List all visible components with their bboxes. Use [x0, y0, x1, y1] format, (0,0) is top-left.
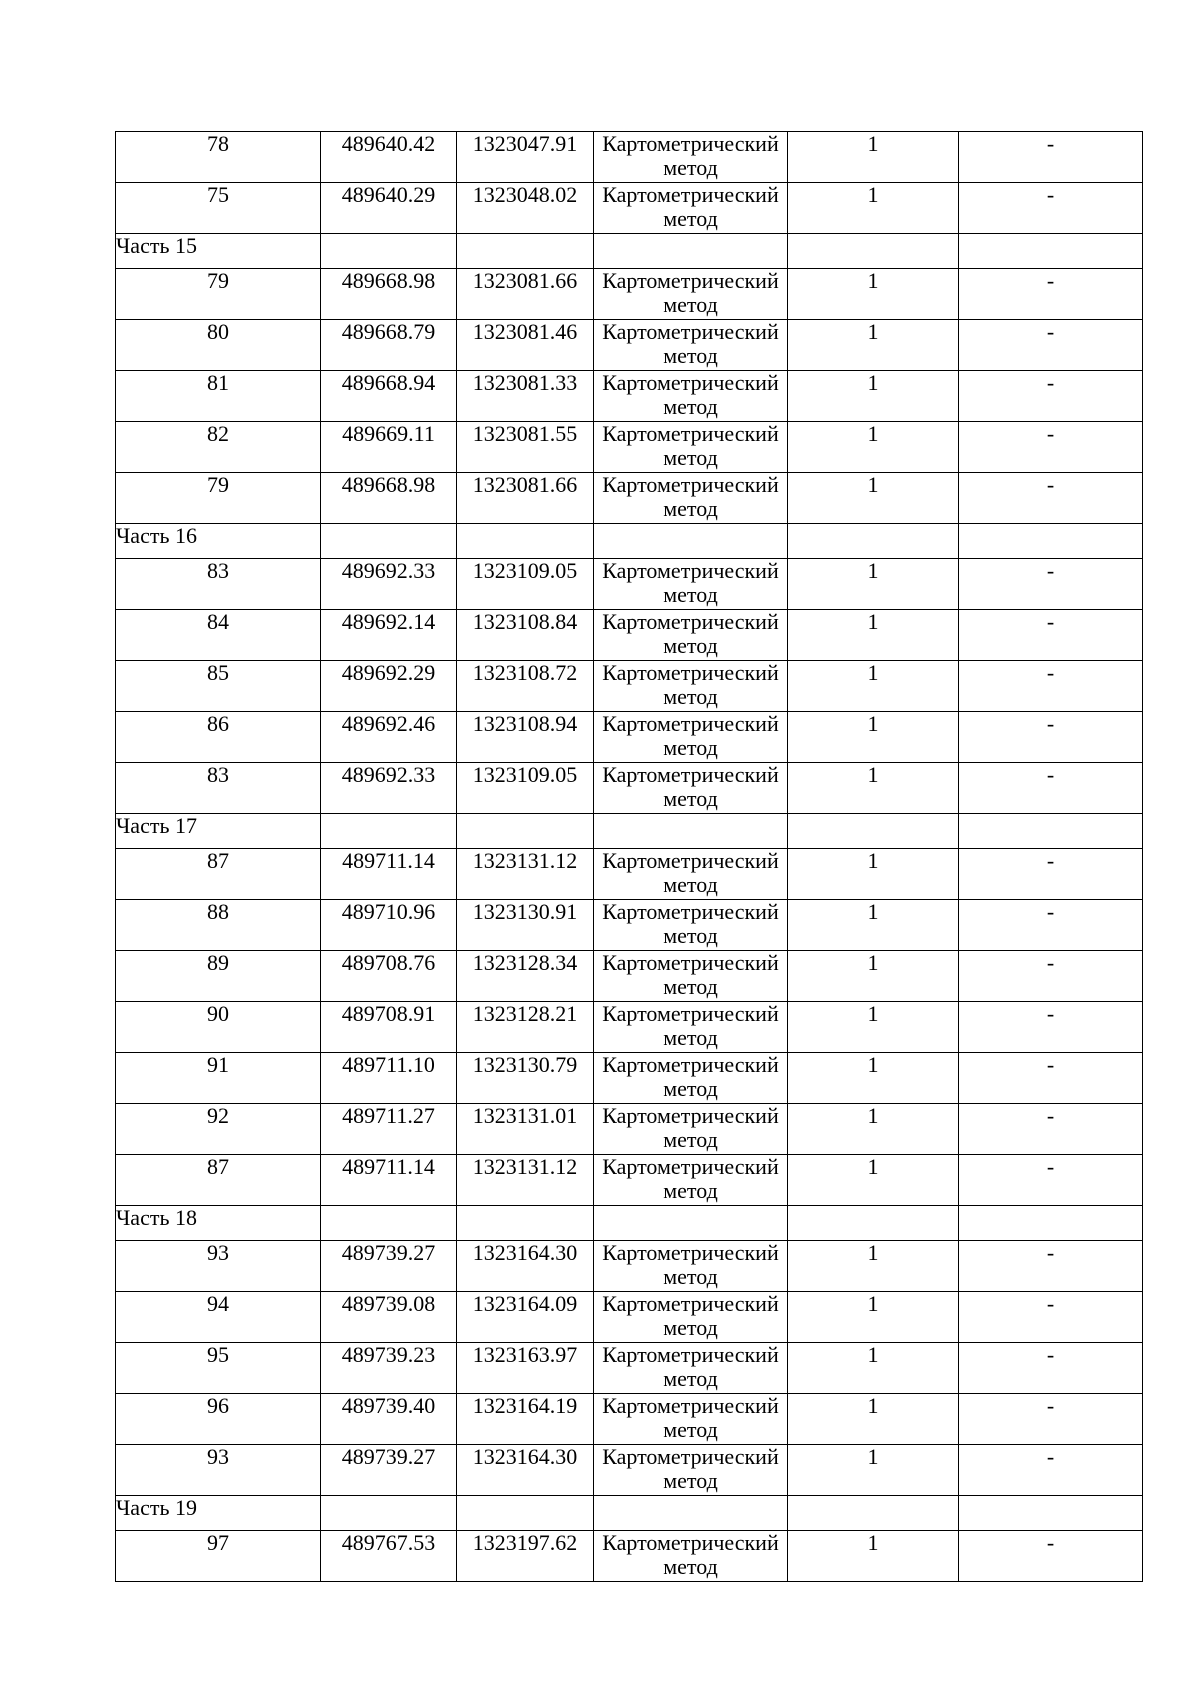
point-number: 82	[116, 422, 321, 473]
point-number: 92	[116, 1104, 321, 1155]
part-label: Часть 19	[116, 1496, 321, 1531]
table-row	[116, 1292, 1143, 1343]
method-line-1: Картометрический	[602, 472, 779, 497]
table-row	[116, 712, 1143, 763]
accuracy-value: 1	[788, 559, 959, 610]
table-row	[116, 849, 1143, 900]
empty-cell	[594, 524, 788, 559]
y-coordinate: 1323128.21	[457, 1002, 594, 1053]
description-value: -	[959, 1241, 1143, 1292]
method-line-2: метод	[663, 1417, 718, 1442]
x-coordinate: 489711.27	[321, 1104, 457, 1155]
y-coordinate: 1323197.62	[457, 1531, 594, 1582]
description-value: -	[959, 371, 1143, 422]
part-header-row	[116, 814, 1143, 849]
empty-cell	[959, 524, 1143, 559]
accuracy-value: 1	[788, 1002, 959, 1053]
empty-cell	[788, 524, 959, 559]
point-number: 83	[116, 763, 321, 814]
method-line-1: Картометрический	[602, 558, 779, 583]
method-line-1: Картометрический	[602, 1240, 779, 1265]
method-line-1: Картометрический	[602, 1291, 779, 1316]
y-coordinate: 1323081.33	[457, 371, 594, 422]
method-cell	[594, 1394, 788, 1445]
table-row	[116, 1104, 1143, 1155]
point-number: 79	[116, 269, 321, 320]
empty-cell	[959, 1496, 1143, 1531]
point-number: 96	[116, 1394, 321, 1445]
x-coordinate: 489668.79	[321, 320, 457, 371]
accuracy-value: 1	[788, 473, 959, 524]
accuracy-value: 1	[788, 1155, 959, 1206]
method-line-2: метод	[663, 1076, 718, 1101]
point-number: 86	[116, 712, 321, 763]
method-line-2: метод	[663, 786, 718, 811]
part-label: Часть 15	[116, 234, 321, 269]
y-coordinate: 1323131.12	[457, 1155, 594, 1206]
description-value: -	[959, 269, 1143, 320]
description-value: -	[959, 1104, 1143, 1155]
method-cell	[594, 320, 788, 371]
x-coordinate: 489668.94	[321, 371, 457, 422]
method-cell	[594, 559, 788, 610]
table-row	[116, 1394, 1143, 1445]
method-cell	[594, 763, 788, 814]
method-cell	[594, 1445, 788, 1496]
point-number: 87	[116, 1155, 321, 1206]
accuracy-value: 1	[788, 1531, 959, 1582]
x-coordinate: 489692.46	[321, 712, 457, 763]
table-row	[116, 661, 1143, 712]
point-number: 84	[116, 610, 321, 661]
y-coordinate: 1323108.94	[457, 712, 594, 763]
method-line-2: метод	[663, 394, 718, 419]
part-header-row	[116, 1496, 1143, 1531]
y-coordinate: 1323131.01	[457, 1104, 594, 1155]
description-value: -	[959, 661, 1143, 712]
table-row	[116, 269, 1143, 320]
accuracy-value: 1	[788, 1053, 959, 1104]
point-number: 97	[116, 1531, 321, 1582]
point-number: 90	[116, 1002, 321, 1053]
description-value: -	[959, 1531, 1143, 1582]
point-number: 95	[116, 1343, 321, 1394]
y-coordinate: 1323047.91	[457, 132, 594, 183]
y-coordinate: 1323081.66	[457, 269, 594, 320]
empty-cell	[321, 524, 457, 559]
y-coordinate: 1323163.97	[457, 1343, 594, 1394]
table-row	[116, 1445, 1143, 1496]
method-line-2: метод	[663, 343, 718, 368]
empty-cell	[594, 234, 788, 269]
table-row	[116, 1343, 1143, 1394]
accuracy-value: 1	[788, 763, 959, 814]
y-coordinate: 1323081.46	[457, 320, 594, 371]
empty-cell	[788, 1206, 959, 1241]
x-coordinate: 489668.98	[321, 473, 457, 524]
accuracy-value: 1	[788, 900, 959, 951]
method-line-2: метод	[663, 923, 718, 948]
description-value: -	[959, 132, 1143, 183]
table-row	[116, 559, 1143, 610]
empty-cell	[321, 1496, 457, 1531]
x-coordinate: 489692.14	[321, 610, 457, 661]
description-value: -	[959, 1053, 1143, 1104]
method-line-1: Картометрический	[602, 268, 779, 293]
part-label: Часть 18	[116, 1206, 321, 1241]
method-line-2: метод	[663, 633, 718, 658]
method-cell	[594, 473, 788, 524]
empty-cell	[788, 814, 959, 849]
x-coordinate: 489739.27	[321, 1241, 457, 1292]
x-coordinate: 489692.33	[321, 559, 457, 610]
description-value: -	[959, 320, 1143, 371]
table-row	[116, 320, 1143, 371]
method-line-1: Картометрический	[602, 609, 779, 634]
method-line-1: Картометрический	[602, 1154, 779, 1179]
table-row	[116, 1241, 1143, 1292]
method-cell	[594, 269, 788, 320]
method-cell	[594, 661, 788, 712]
y-coordinate: 1323164.30	[457, 1445, 594, 1496]
table-row	[116, 1053, 1143, 1104]
coordinates-table	[115, 131, 1143, 1582]
point-number: 91	[116, 1053, 321, 1104]
method-line-1: Картометрический	[602, 1052, 779, 1077]
y-coordinate: 1323048.02	[457, 183, 594, 234]
x-coordinate: 489739.40	[321, 1394, 457, 1445]
x-coordinate: 489739.27	[321, 1445, 457, 1496]
accuracy-value: 1	[788, 1104, 959, 1155]
table-row	[116, 1531, 1143, 1582]
y-coordinate: 1323108.72	[457, 661, 594, 712]
accuracy-value: 1	[788, 712, 959, 763]
x-coordinate: 489640.29	[321, 183, 457, 234]
x-coordinate: 489692.29	[321, 661, 457, 712]
x-coordinate: 489739.08	[321, 1292, 457, 1343]
x-coordinate: 489710.96	[321, 900, 457, 951]
point-number: 75	[116, 183, 321, 234]
method-line-1: Картометрический	[602, 762, 779, 787]
y-coordinate: 1323164.19	[457, 1394, 594, 1445]
part-label: Часть 16	[116, 524, 321, 559]
x-coordinate: 489668.98	[321, 269, 457, 320]
method-cell	[594, 1343, 788, 1394]
method-line-2: метод	[663, 1468, 718, 1493]
description-value: -	[959, 900, 1143, 951]
description-value: -	[959, 1002, 1143, 1053]
table-row	[116, 763, 1143, 814]
description-value: -	[959, 183, 1143, 234]
empty-cell	[959, 814, 1143, 849]
method-cell	[594, 900, 788, 951]
point-number: 81	[116, 371, 321, 422]
method-line-1: Картометрический	[602, 319, 779, 344]
accuracy-value: 1	[788, 610, 959, 661]
accuracy-value: 1	[788, 1241, 959, 1292]
y-coordinate: 1323108.84	[457, 610, 594, 661]
empty-cell	[457, 1206, 594, 1241]
method-line-1: Картометрический	[602, 1342, 779, 1367]
part-label: Часть 17	[116, 814, 321, 849]
part-header-row	[116, 1206, 1143, 1241]
accuracy-value: 1	[788, 951, 959, 1002]
method-line-1: Картометрический	[602, 711, 779, 736]
table-row	[116, 610, 1143, 661]
method-cell	[594, 849, 788, 900]
description-value: -	[959, 712, 1143, 763]
y-coordinate: 1323109.05	[457, 763, 594, 814]
method-line-2: метод	[663, 206, 718, 231]
method-line-1: Картометрический	[602, 370, 779, 395]
x-coordinate: 489711.10	[321, 1053, 457, 1104]
method-line-1: Картометрический	[602, 182, 779, 207]
point-number: 94	[116, 1292, 321, 1343]
empty-cell	[788, 1496, 959, 1531]
method-cell	[594, 1104, 788, 1155]
method-line-2: метод	[663, 582, 718, 607]
description-value: -	[959, 422, 1143, 473]
method-line-1: Картометрический	[602, 421, 779, 446]
accuracy-value: 1	[788, 1394, 959, 1445]
description-value: -	[959, 559, 1143, 610]
accuracy-value: 1	[788, 269, 959, 320]
method-line-1: Картометрический	[602, 1530, 779, 1555]
accuracy-value: 1	[788, 320, 959, 371]
table-row	[116, 951, 1143, 1002]
empty-cell	[788, 234, 959, 269]
point-number: 85	[116, 661, 321, 712]
method-line-2: метод	[663, 735, 718, 760]
table-row	[116, 1155, 1143, 1206]
method-line-1: Картометрический	[602, 1001, 779, 1026]
empty-cell	[594, 814, 788, 849]
method-line-2: метод	[663, 1178, 718, 1203]
table-row	[116, 132, 1143, 183]
accuracy-value: 1	[788, 132, 959, 183]
x-coordinate: 489669.11	[321, 422, 457, 473]
method-cell	[594, 183, 788, 234]
x-coordinate: 489708.76	[321, 951, 457, 1002]
method-line-2: метод	[663, 1554, 718, 1579]
accuracy-value: 1	[788, 371, 959, 422]
method-cell	[594, 422, 788, 473]
empty-cell	[321, 814, 457, 849]
accuracy-value: 1	[788, 1343, 959, 1394]
description-value: -	[959, 473, 1143, 524]
table-row	[116, 900, 1143, 951]
y-coordinate: 1323128.34	[457, 951, 594, 1002]
description-value: -	[959, 1394, 1143, 1445]
method-cell	[594, 371, 788, 422]
method-line-2: метод	[663, 1264, 718, 1289]
x-coordinate: 489767.53	[321, 1531, 457, 1582]
method-cell	[594, 712, 788, 763]
empty-cell	[959, 1206, 1143, 1241]
table-row	[116, 473, 1143, 524]
description-value: -	[959, 1155, 1143, 1206]
method-cell	[594, 1155, 788, 1206]
y-coordinate: 1323130.79	[457, 1053, 594, 1104]
y-coordinate: 1323130.91	[457, 900, 594, 951]
accuracy-value: 1	[788, 849, 959, 900]
x-coordinate: 489708.91	[321, 1002, 457, 1053]
method-cell	[594, 951, 788, 1002]
table-row	[116, 422, 1143, 473]
method-line-2: метод	[663, 1127, 718, 1152]
table-row	[116, 1002, 1143, 1053]
method-line-2: метод	[663, 872, 718, 897]
point-number: 79	[116, 473, 321, 524]
empty-cell	[594, 1496, 788, 1531]
description-value: -	[959, 610, 1143, 661]
method-line-2: метод	[663, 974, 718, 999]
method-line-1: Картометрический	[602, 660, 779, 685]
description-value: -	[959, 1445, 1143, 1496]
table-row	[116, 371, 1143, 422]
method-cell	[594, 1292, 788, 1343]
point-number: 93	[116, 1445, 321, 1496]
part-header-row	[116, 524, 1143, 559]
description-value: -	[959, 1343, 1143, 1394]
y-coordinate: 1323081.66	[457, 473, 594, 524]
empty-cell	[457, 814, 594, 849]
method-cell	[594, 1241, 788, 1292]
y-coordinate: 1323131.12	[457, 849, 594, 900]
method-line-2: метод	[663, 292, 718, 317]
method-line-2: метод	[663, 684, 718, 709]
empty-cell	[457, 234, 594, 269]
y-coordinate: 1323164.09	[457, 1292, 594, 1343]
accuracy-value: 1	[788, 422, 959, 473]
x-coordinate: 489711.14	[321, 1155, 457, 1206]
part-header-row	[116, 234, 1143, 269]
accuracy-value: 1	[788, 1445, 959, 1496]
method-line-2: метод	[663, 1366, 718, 1391]
accuracy-value: 1	[788, 661, 959, 712]
point-number: 87	[116, 849, 321, 900]
point-number: 93	[116, 1241, 321, 1292]
empty-cell	[321, 234, 457, 269]
table-row	[116, 183, 1143, 234]
method-cell	[594, 1053, 788, 1104]
x-coordinate: 489640.42	[321, 132, 457, 183]
point-number: 88	[116, 900, 321, 951]
point-number: 80	[116, 320, 321, 371]
point-number: 83	[116, 559, 321, 610]
accuracy-value: 1	[788, 1292, 959, 1343]
description-value: -	[959, 849, 1143, 900]
point-number: 78	[116, 132, 321, 183]
method-line-2: метод	[663, 445, 718, 470]
y-coordinate: 1323081.55	[457, 422, 594, 473]
description-value: -	[959, 951, 1143, 1002]
empty-cell	[594, 1206, 788, 1241]
method-line-2: метод	[663, 1315, 718, 1340]
empty-cell	[321, 1206, 457, 1241]
method-cell	[594, 610, 788, 661]
accuracy-value: 1	[788, 183, 959, 234]
method-line-1: Картометрический	[602, 950, 779, 975]
method-line-1: Картометрический	[602, 899, 779, 924]
y-coordinate: 1323164.30	[457, 1241, 594, 1292]
method-line-2: метод	[663, 155, 718, 180]
empty-cell	[959, 234, 1143, 269]
y-coordinate: 1323109.05	[457, 559, 594, 610]
method-line-1: Картометрический	[602, 1393, 779, 1418]
method-cell	[594, 1531, 788, 1582]
coordinates-table-body	[116, 132, 1143, 1582]
method-line-2: метод	[663, 496, 718, 521]
method-cell	[594, 1002, 788, 1053]
method-line-1: Картометрический	[602, 848, 779, 873]
method-line-2: метод	[663, 1025, 718, 1050]
x-coordinate: 489739.23	[321, 1343, 457, 1394]
method-line-1: Картометрический	[602, 1103, 779, 1128]
empty-cell	[457, 1496, 594, 1531]
description-value: -	[959, 763, 1143, 814]
method-cell	[594, 132, 788, 183]
empty-cell	[457, 524, 594, 559]
method-line-1: Картометрический	[602, 1444, 779, 1469]
x-coordinate: 489692.33	[321, 763, 457, 814]
method-line-1: Картометрический	[602, 131, 779, 156]
point-number: 89	[116, 951, 321, 1002]
description-value: -	[959, 1292, 1143, 1343]
x-coordinate: 489711.14	[321, 849, 457, 900]
